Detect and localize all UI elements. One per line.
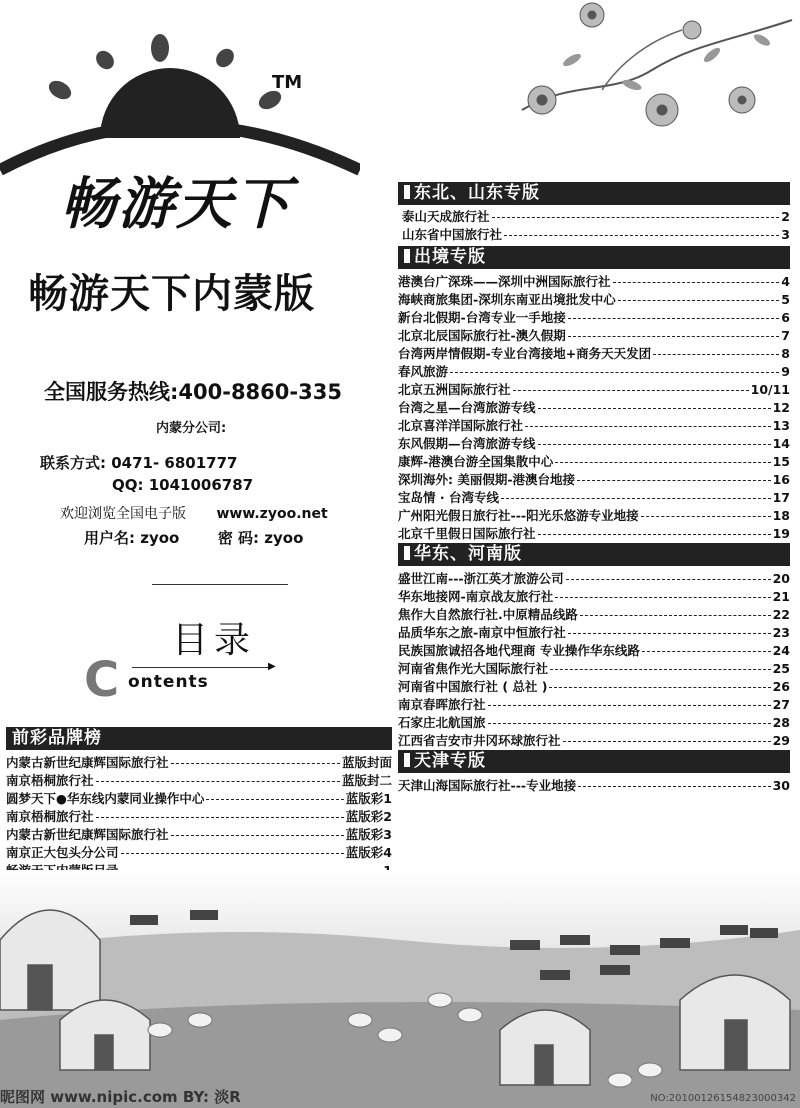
list-item[interactable]: 宝岛情 · 台湾专线 17	[398, 489, 790, 505]
welcome-label: 欢迎浏览全国电子版	[60, 506, 186, 522]
contents-word: ontents	[128, 672, 209, 692]
list-item[interactable]: 北京五洲国际旅行社 10/11	[398, 381, 790, 397]
list-item[interactable]: 泰山天成旅行社 2	[402, 208, 790, 224]
list-item[interactable]: 民族国旅诚招各地代理商 专业操作华东线路 24	[398, 642, 790, 658]
contents-initial: C	[84, 652, 120, 708]
list-item[interactable]: 港澳台广深珠——深圳中洲国际旅行社 4	[398, 273, 790, 289]
list-item[interactable]: 石家庄北航国旅 28	[398, 714, 790, 730]
list-item[interactable]: 南京正大包头分公司 蓝版彩4	[6, 845, 392, 860]
list-item[interactable]: 江西省吉安市井冈环球旅行社 29	[398, 732, 790, 748]
section-front	[6, 727, 392, 879]
list-item[interactable]: 圆梦天下●华东线内蒙同业操作中心 蓝版彩1	[6, 791, 392, 806]
watermark: 昵图网 www.nipic.com BY: 淡R	[0, 1088, 241, 1106]
list-item[interactable]: 山东省中国旅行社 3	[402, 226, 790, 242]
flower-decoration	[512, 0, 800, 135]
brand-logo	[0, 20, 360, 250]
list-item[interactable]: 河南省焦作光大国际旅行社 25	[398, 660, 790, 676]
section-front-head: 前彩品牌榜	[6, 727, 392, 750]
section-abroad	[398, 246, 790, 542]
branch-label: 内蒙分公司:	[156, 421, 227, 436]
list-item[interactable]: 台湾之星—台湾旅游专线 12	[398, 399, 790, 415]
section-east-head: 华东、河南版	[398, 543, 790, 566]
list-item[interactable]: 南京春晖旅行社 27	[398, 696, 790, 712]
contact-qq: QQ: 1041006787	[112, 476, 254, 494]
section-abroad-head: 出境专版	[398, 246, 790, 269]
login-info	[84, 527, 303, 548]
list-item[interactable]: 春风旅游 9	[398, 363, 790, 379]
list-item[interactable]: 海峡商旅集团-深圳东南亚出境批发中心 5	[398, 291, 790, 307]
section-northeast-head: 东北、山东专版	[398, 182, 790, 205]
toc-title: 目录	[172, 620, 257, 661]
watermark-id: NO:20100126154823000342	[650, 1093, 796, 1104]
list-item[interactable]: 盛世江南---浙江英才旅游公司 20	[398, 570, 790, 586]
list-item[interactable]: 南京梧桐旅行社 蓝版彩2	[6, 809, 392, 824]
list-item[interactable]: 河南省中国旅行社 ( 总社 ) 26	[398, 678, 790, 694]
list-item[interactable]: 东风假期—台湾旅游专线 14	[398, 435, 790, 451]
list-item[interactable]: 内蒙古新世纪康辉国际旅行社 蓝版彩3	[6, 827, 392, 842]
section-east	[398, 543, 790, 749]
list-item[interactable]: 深圳海外: 美丽假期-港澳台地接 16	[398, 471, 790, 487]
hotline: 全国服务热线:400-8860-335	[44, 380, 342, 404]
website-link[interactable]: www.zyoo.net	[216, 506, 328, 522]
section-northeast	[398, 182, 790, 243]
arrow-right-icon: ▶	[268, 661, 276, 672]
arrow-line	[132, 667, 272, 668]
list-item[interactable]: 康辉-港澳台游全国集散中心 15	[398, 453, 790, 469]
list-item[interactable]: 北京北辰国际旅行社-澳久假期 7	[398, 327, 790, 343]
list-item[interactable]: 北京喜洋洋国际旅行社 13	[398, 417, 790, 433]
list-item[interactable]: 天津山海国际旅行社---专业地接 30	[398, 777, 790, 793]
divider	[152, 584, 288, 585]
list-item[interactable]: 广州阳光假日旅行社---阳光乐悠游专业地接 18	[398, 507, 790, 523]
section-tianjin	[398, 750, 790, 794]
logo-wordmark: 畅游天下	[60, 171, 292, 237]
list-item[interactable]: 台湾两岸情假期-专业台湾接地+商务天天发团 8	[398, 345, 790, 361]
list-item[interactable]: 北京千里假日国际旅行社 19	[398, 525, 790, 541]
trademark-mark: TM	[272, 72, 303, 93]
list-item[interactable]: 品质华东之旅-南京中恒旅行社 23	[398, 624, 790, 640]
list-item[interactable]: 南京梧桐旅行社 蓝版封二	[6, 773, 392, 788]
contact-phone: 联系方式: 0471- 6801777	[40, 454, 238, 472]
page-title: 畅游天下内蒙版	[28, 271, 315, 317]
password: 密 码: zyoo	[217, 529, 304, 547]
list-item[interactable]: 焦作大自然旅行社.中原精品线路 22	[398, 606, 790, 622]
list-item[interactable]: 华东地接网-南京战友旅行社 21	[398, 588, 790, 604]
list-item[interactable]: 新台北假期-台湾专业一手地接 6	[398, 309, 790, 325]
grassland-illustration	[0, 870, 800, 1108]
welcome-line	[60, 503, 328, 523]
list-item[interactable]: 内蒙古新世纪康辉国际旅行社 蓝版封面	[6, 755, 392, 770]
section-tianjin-head: 天津专版	[398, 750, 790, 773]
username: 用户名: zyoo	[84, 529, 180, 547]
